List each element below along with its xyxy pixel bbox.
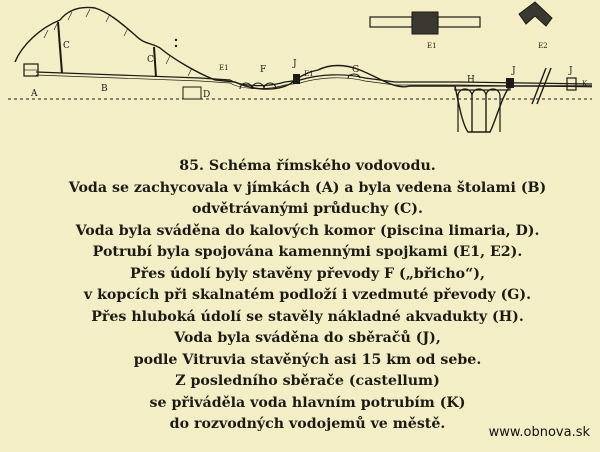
- watermark-text: www.obnova.sk: [488, 425, 590, 440]
- label-f: F: [260, 65, 267, 75]
- caption-line: podle Vitruvia stavěných asi 15 km od sebe.: [133, 351, 482, 368]
- collector-j1-box: [293, 74, 300, 84]
- label-c1: C: [63, 41, 70, 51]
- label-j3: J: [569, 66, 573, 76]
- caption-line: odvětrávanými průduchy (C).: [192, 201, 423, 217]
- label-a: A: [31, 89, 38, 99]
- label-e1-right: E1: [304, 70, 314, 78]
- caption-line: Potrubí byla spojována kamennými spojkami (E1, E2).: [92, 244, 523, 260]
- joint-e2-illustration: [519, 2, 552, 26]
- label-k: K: [582, 80, 588, 88]
- aqueduct-h: [455, 86, 510, 132]
- label-e1-illustration: E1: [427, 42, 437, 50]
- joint-e1-illustration: [370, 12, 480, 34]
- label-d: D: [203, 90, 211, 100]
- survey-dot: [175, 45, 177, 47]
- caption-line: Voda se zachycovala v jímkách (A) a byla vedena štolami (B): [68, 179, 547, 196]
- label-c2: C: [147, 55, 154, 65]
- label-j1: J: [293, 59, 297, 69]
- label-b: B: [101, 84, 108, 94]
- settling-chamber-d: [183, 87, 201, 99]
- caption-line: Přes údolí byly stavěny převody F („břicho“),: [130, 265, 485, 282]
- label-h: H: [467, 75, 475, 85]
- caption-line: Voda byla sváděna do sběračů (J),: [174, 330, 441, 346]
- aqueduct-schematic-diagram: [0, 0, 600, 150]
- caption-line: se přiváděla voda hlavním potrubím (K): [149, 394, 466, 411]
- label-g: G: [352, 65, 360, 75]
- figure-caption: [60, 156, 555, 436]
- caption-title: 85. Schéma římského vodovodu.: [179, 158, 436, 174]
- vent-shaft-c2: [154, 47, 156, 77]
- caption-line: Voda byla sváděna do kalových komor (piscina limaria, D).: [75, 222, 540, 239]
- caption-line: do rozvodných vodojemů ve městě.: [169, 416, 446, 432]
- vent-shaft-c1: [58, 22, 62, 73]
- caption-line: Přes hluboká údolí se stavěly nákladné akvadukty (H).: [91, 308, 524, 325]
- caption-line: Z posledního sběrače (castellum): [175, 373, 440, 389]
- label-e2-illustration: E2: [538, 42, 548, 50]
- label-e1-diagram: E1: [219, 64, 229, 72]
- survey-dot: [175, 39, 177, 41]
- caption-line: v kopcích při skalnatém podloží i vzedmuté převody (G).: [83, 287, 532, 303]
- label-j2: J: [512, 66, 516, 76]
